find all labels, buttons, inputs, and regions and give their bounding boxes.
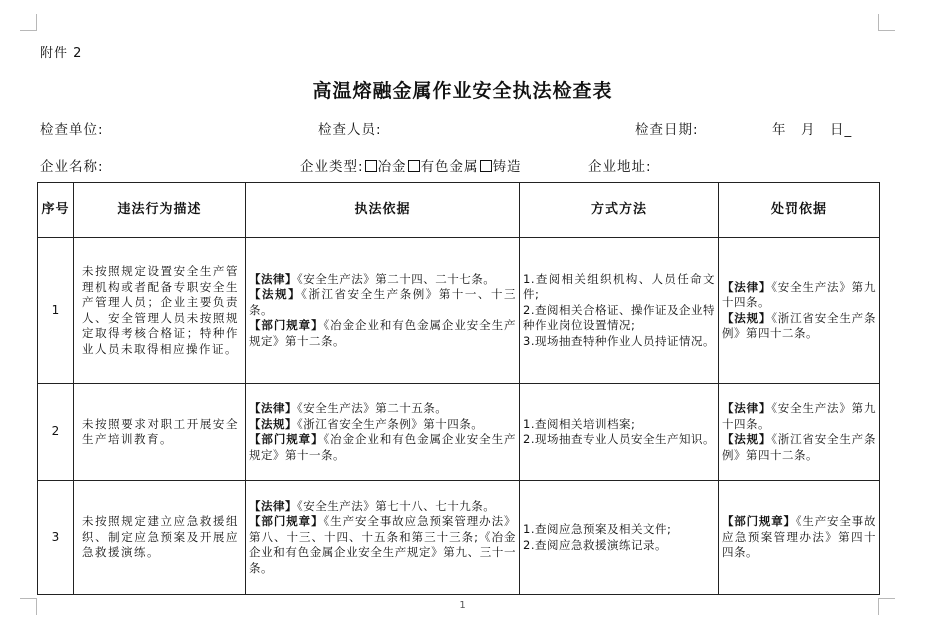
type-option-metallurgy: 冶金 xyxy=(377,159,407,175)
penalty-basis-cell: 【部门规章】《生产安全事故应急预案管理办法》第四十四条。 xyxy=(719,481,880,595)
checkbox-metallurgy[interactable] xyxy=(365,160,377,172)
inspection-table xyxy=(37,182,880,595)
checkbox-foundry[interactable] xyxy=(480,160,492,172)
legal-basis-cell: 【法律】《安全生产法》第二十五条。 【法规】《浙江省安全生产条例》第十四条。 【部门规章】《冶金企业和有色金属企业安全生产规定》第十一条。 xyxy=(246,384,520,481)
table-row xyxy=(38,481,880,595)
type-option-foundry: 铸造 xyxy=(492,159,522,175)
method-cell: 1.查阅应急预案及相关文件; 2.查阅应急救援演练记录。 xyxy=(520,481,719,595)
header-penalty-basis: 处罚依据 xyxy=(719,183,880,238)
violation-description: 未按照规定设置安全生产管理机构或者配备专职安全生产管理人员；企业主要负责人、安全管理人员未按照规定取得考核合格证；特种作业人员未取得相应操作证。 xyxy=(74,238,246,384)
crop-mark-top-right xyxy=(878,14,895,31)
document-title: 高温熔融金属作业安全执法检查表 xyxy=(312,80,613,102)
enterprise-type-row xyxy=(300,155,522,175)
table-row xyxy=(38,238,880,384)
violation-description: 未按照要求对职工开展安全生产培训教育。 xyxy=(74,384,246,481)
date-label: 检查日期: xyxy=(635,122,699,138)
table-row xyxy=(38,384,880,481)
inspector-label: 检查人员: xyxy=(318,122,382,138)
legal-basis-cell: 【法律】《安全生产法》第二十四、二十七条。 【法规】《浙江省安全生产条例》第十一、十三条。 【部门规章】《冶金企业和有色金属企业安全生产规定》第十二条。 xyxy=(246,238,520,384)
legal-basis-cell: 【法律】《安全生产法》第七十八、七十九条。 【部门规章】《生产安全事故应急预案管理办法》第八、十三、十四、十五条和第三十三条;《冶金企业和有色金属企业安全生产规定》第九、三十一条。 xyxy=(246,481,520,595)
method-cell: 1.查阅相关培训档案; 2.现场抽查专业人员安全生产知识。 xyxy=(520,384,719,481)
header-serial: 序号 xyxy=(38,183,74,238)
inspected-unit-label: 检查单位: xyxy=(40,122,104,138)
header-violation: 违法行为描述 xyxy=(74,183,246,238)
checkbox-nonferrous[interactable] xyxy=(408,160,420,172)
penalty-basis-cell: 【法律】《安全生产法》第九十四条。 【法规】《浙江省安全生产条例》第四十二条。 xyxy=(719,384,880,481)
header-legal-basis: 执法依据 xyxy=(246,183,520,238)
type-option-nonferrous: 有色金属 xyxy=(420,159,479,175)
crop-mark-top-left xyxy=(20,14,37,31)
row-number: 1 xyxy=(38,238,74,384)
penalty-basis-cell: 【法律】《安全生产法》第九十四条。 【法规】《浙江省安全生产条例》第四十二条。 xyxy=(719,238,880,384)
violation-description: 未按照规定建立应急救援组织、制定应急预案及开展应急救援演练。 xyxy=(74,481,246,595)
page-number: 1 xyxy=(459,600,466,611)
enterprise-type-label: 企业类型: xyxy=(300,159,364,175)
row-number: 2 xyxy=(38,384,74,481)
header-method: 方式方法 xyxy=(520,183,719,238)
row-number: 3 xyxy=(38,481,74,595)
enterprise-name-label: 企业名称: xyxy=(40,159,104,175)
method-cell: 1.查阅相关组织机构、人员任命文件; 2.查阅相关合格证、操作证及企业特种作业岗位设置情况; 3.现场抽查特种作业人员持证情况。 xyxy=(520,238,719,384)
enterprise-address-label: 企业地址: xyxy=(588,159,652,175)
table-header-row xyxy=(38,183,880,238)
date-blank: 年 月 日_ xyxy=(772,122,853,138)
attachment-label: 附件 2 xyxy=(40,46,83,61)
